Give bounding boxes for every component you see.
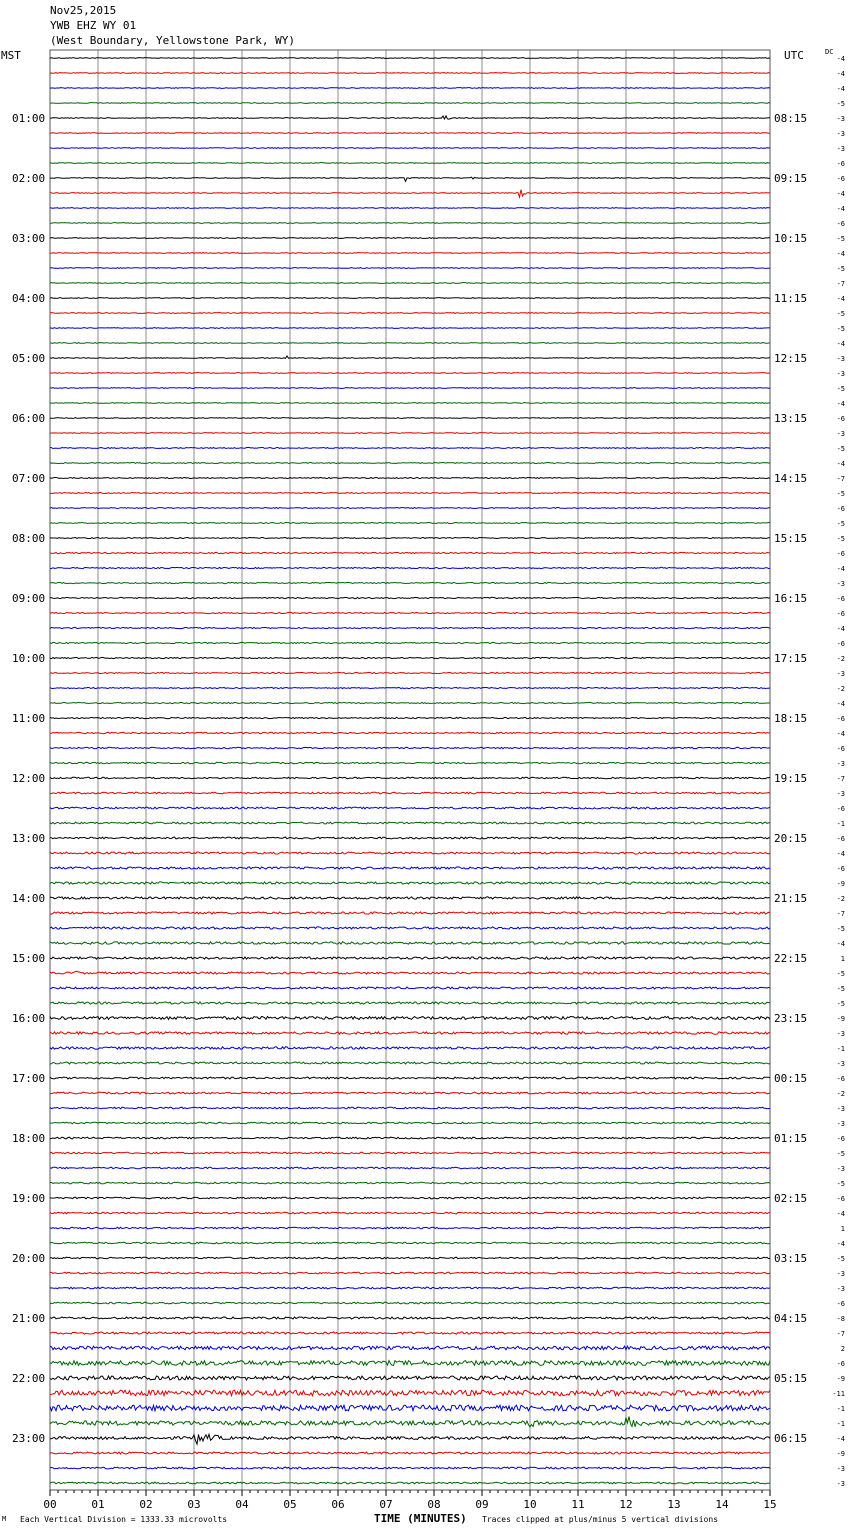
trace-line [50,313,770,314]
dc-offset-label: -3 [836,1465,845,1473]
hour-label-mst: 19:00 [12,1192,46,1205]
right-hour-labels [774,112,807,1445]
trace-line [50,1182,770,1184]
trace-line [50,373,770,374]
hour-label-utc: 08:15 [774,112,808,125]
dc-offset-label: -4 [836,460,845,468]
dc-offset-label: -5 [836,100,845,108]
trace-line [50,1167,770,1169]
trace-line [50,403,770,404]
hour-label-utc: 17:15 [774,652,808,665]
dc-offset-label: -6 [836,1135,845,1143]
x-tick-label: 09 [475,1498,489,1511]
trace-line [50,1122,770,1124]
x-tick-label: 13 [667,1498,681,1511]
x-axis [43,1490,776,1511]
dc-offset-label: -4 [836,340,845,348]
x-axis-title: TIME (MINUTES) [374,1512,467,1525]
trace-line [50,356,770,359]
hour-label-mst: 04:00 [12,292,46,305]
hour-label-utc: 14:15 [774,472,808,485]
dc-offset-label: -7 [836,910,845,918]
trace-line [50,343,770,344]
trace-line [50,822,770,824]
trace-line [50,1332,770,1334]
trace-line [50,177,770,181]
hour-label-mst: 01:00 [12,112,46,125]
x-tick-label: 01 [91,1498,105,1511]
dc-offset-label: -5 [836,490,845,498]
trace-line [50,1212,770,1214]
x-tick-label: 11 [571,1498,585,1511]
x-tick-label: 05 [283,1498,297,1511]
trace-line [50,508,770,509]
trace-line [50,538,770,539]
trace-line [50,448,770,449]
trace-line [50,1452,770,1454]
trace-line [50,1361,770,1366]
dc-offset-label: -4 [836,295,845,303]
hour-label-mst: 11:00 [12,712,46,725]
dc-offset-label: 2 [840,1345,845,1353]
dc-offset-label: -2 [836,655,845,663]
trace-line [50,867,770,869]
hour-label-mst: 22:00 [12,1372,46,1385]
x-tick-label: 03 [187,1498,201,1511]
hour-label-utc: 00:15 [774,1072,808,1085]
dc-header-label: DC [825,48,834,56]
dc-offset-label: -5 [836,535,845,543]
corner-mark: M [2,1515,7,1523]
clip-note: Traces clipped at plus/minus 5 vertical divisions [482,1515,719,1524]
trace-line [50,957,770,959]
dc-offset-label: -4 [836,70,845,78]
dc-offset-label: -3 [836,1285,845,1293]
x-tick-label: 00 [43,1498,57,1511]
scale-note: Each Vertical Division = 1333.33 microvolts [20,1515,228,1524]
dc-offset-label: -9 [836,1375,845,1383]
hour-label-utc: 23:15 [774,1012,808,1025]
trace-line [50,882,770,884]
dc-offset-label: -3 [836,1060,845,1068]
dc-offset-label: -3 [836,115,845,123]
hour-label-mst: 06:00 [12,412,46,425]
dc-offset-label: -1 [836,1405,845,1413]
trace-line [50,657,770,658]
dc-offset-label: -3 [836,130,845,138]
hour-label-utc: 22:15 [774,952,808,965]
dc-offset-label: -6 [836,595,845,603]
x-tick-label: 14 [715,1498,729,1511]
hour-label-utc: 15:15 [774,532,808,545]
trace-line [50,523,770,524]
trace-line [50,463,770,464]
trace-line [50,1077,770,1079]
trace-line [50,1137,770,1139]
dc-offset-label: -4 [836,1240,845,1248]
dc-offset-label: -5 [836,235,845,243]
trace-line [50,493,770,494]
dc-offset-label: -5 [836,970,845,978]
dc-offset-label: -7 [836,280,845,288]
trace-line [50,1002,770,1004]
hour-label-utc: 18:15 [774,712,808,725]
trace-line [50,388,770,389]
hour-label-utc: 20:15 [774,832,808,845]
dc-offset-label: -6 [836,505,845,513]
trace-line [50,478,770,479]
trace-line [50,1405,770,1411]
trace-line [50,328,770,329]
hour-label-utc: 05:15 [774,1372,808,1385]
hour-label-mst: 09:00 [12,592,46,605]
dc-offset-label: -6 [836,1075,845,1083]
trace-line [50,58,770,59]
trace-line [50,612,770,613]
dc-offset-label: -6 [836,640,845,648]
x-tick-label: 15 [763,1498,777,1511]
dc-offset-label: -6 [836,865,845,873]
trace-line [50,208,770,209]
trace-line [50,1434,770,1444]
dc-offset-label: -3 [836,430,845,438]
dc-offset-label: -5 [836,1000,845,1008]
dc-offset-label: -3 [836,1120,845,1128]
trace-line [50,1302,770,1304]
dc-offset-label: -6 [836,550,845,558]
dc-offset-label: -4 [836,730,845,738]
trace-line [50,190,770,198]
dc-offset-label: -3 [836,145,845,153]
dc-offset-label: -3 [836,760,845,768]
hour-label-utc: 04:15 [774,1312,808,1325]
dc-offset-label: -3 [836,370,845,378]
hour-label-utc: 01:15 [774,1132,808,1145]
dc-offset-label: -3 [836,1030,845,1038]
dc-offset-label: -7 [836,775,845,783]
trace-line [50,927,770,929]
hour-label-mst: 20:00 [12,1252,46,1265]
seismic-traces [50,58,770,1484]
dc-offset-label: -8 [836,1315,845,1323]
trace-line [50,88,770,89]
dc-offset-label: -4 [836,400,845,408]
dc-offset-label: -3 [836,670,845,678]
dc-offset-label: -7 [836,1330,845,1338]
hour-label-utc: 19:15 [774,772,808,785]
hour-label-mst: 13:00 [12,832,46,845]
dc-offset-label: -1 [836,820,845,828]
trace-line [50,702,770,703]
trace-line [50,627,770,628]
trace-line [50,1062,770,1064]
dc-offset-label: -5 [836,385,845,393]
trace-line [50,897,770,899]
trace-line [50,1152,770,1154]
hour-label-mst: 15:00 [12,952,46,965]
dc-offset-label: -5 [836,1255,845,1263]
trace-line [50,1467,770,1469]
dc-offset-label: -4 [836,700,845,708]
dc-offset-label: -5 [836,985,845,993]
chart-date: Nov25,2015 [50,4,117,17]
dc-offset-label: -5 [836,520,845,528]
dc-offset-label: -3 [836,355,845,363]
trace-line [50,133,770,134]
trace-line [50,852,770,854]
dc-offset-label: -6 [836,1360,845,1368]
hour-label-utc: 03:15 [774,1252,808,1265]
dc-offset-label: -1 [836,1420,845,1428]
x-tick-label: 12 [619,1498,633,1511]
trace-line [50,837,770,839]
hour-label-mst: 17:00 [12,1072,46,1085]
dc-offset-label: -7 [836,475,845,483]
trace-line [50,1242,770,1244]
dc-offset-label: -4 [836,565,845,573]
right-timezone-label: UTC [784,49,804,62]
trace-line [50,717,770,718]
hour-label-mst: 21:00 [12,1312,46,1325]
trace-line [50,1017,770,1020]
dc-offset-label: -3 [836,580,845,588]
trace-line [50,73,770,74]
dc-offset-label: -6 [836,610,845,618]
hour-label-mst: 12:00 [12,772,46,785]
dc-offset-label: -3 [836,1165,845,1173]
dc-offset-label: -5 [836,1180,845,1188]
trace-line [50,807,770,809]
dc-offset-label: -5 [836,445,845,453]
dc-offset-label: -4 [836,1210,845,1218]
dc-offset-label: -6 [836,715,845,723]
dc-offset-label: 1 [840,1225,845,1233]
trace-line [50,148,770,149]
dc-offset-label: -6 [836,175,845,183]
dc-offset-label: -2 [836,895,845,903]
dc-offset-label: -3 [836,1480,845,1488]
hour-label-mst: 07:00 [12,472,46,485]
dc-offset-labels [832,55,845,1488]
trace-line [50,597,770,598]
trace-line [50,1376,770,1380]
dc-offset-label: -4 [836,205,845,213]
trace-line [50,1390,770,1396]
trace-line [50,116,770,119]
dc-offset-label: -4 [836,1435,845,1443]
trace-line [50,433,770,434]
trace-line [50,762,770,763]
trace-line [50,1346,770,1350]
trace-line [50,971,770,974]
dc-offset-label: -9 [836,1450,845,1458]
dc-offset-label: -11 [832,1390,845,1398]
dc-offset-label: -6 [836,160,845,168]
station-code: YWB EHZ WY 01 [50,19,137,32]
dc-offset-label: -5 [836,925,845,933]
dc-offset-label: -4 [836,625,845,633]
trace-line [50,1047,770,1049]
trace-line [50,1317,770,1319]
dc-offset-label: -4 [836,250,845,258]
hour-label-utc: 10:15 [774,232,808,245]
trace-line [50,987,770,989]
trace-line [50,103,770,104]
hour-label-mst: 16:00 [12,1012,46,1025]
trace-line [50,1197,770,1199]
x-tick-label: 04 [235,1498,249,1511]
trace-line [50,238,770,239]
dc-offset-label: -9 [836,1015,845,1023]
trace-line [50,747,770,748]
hour-label-utc: 12:15 [774,352,808,365]
hour-label-utc: 13:15 [774,412,808,425]
trace-line [50,298,770,299]
trace-line [50,552,770,553]
dc-offset-label: -1 [836,1045,845,1053]
trace-line [50,1257,770,1259]
dc-offset-label: -6 [836,415,845,423]
trace-line [50,253,770,254]
trace-line [50,163,770,164]
trace-line [50,792,770,794]
trace-line [50,268,770,269]
dc-offset-label: -5 [836,1150,845,1158]
trace-line [50,672,770,673]
hour-label-mst: 14:00 [12,892,46,905]
dc-offset-label: -9 [836,880,845,888]
trace-line [50,283,770,284]
trace-line [50,777,770,778]
hour-label-mst: 03:00 [12,232,46,245]
trace-line [50,1482,770,1484]
hour-label-mst: 05:00 [12,352,46,365]
dc-offset-label: 1 [840,955,845,963]
x-tick-label: 06 [331,1498,345,1511]
dc-offset-label: -4 [836,190,845,198]
x-tick-label: 10 [523,1498,537,1511]
trace-line [50,418,770,419]
dc-offset-label: -3 [836,790,845,798]
dc-offset-label: -4 [836,85,845,93]
x-tick-label: 07 [379,1498,393,1511]
dc-offset-label: -6 [836,1300,845,1308]
hour-label-utc: 06:15 [774,1432,808,1445]
dc-offset-label: -5 [836,310,845,318]
trace-line [50,223,770,224]
trace-line [50,1417,770,1427]
trace-line [50,912,770,914]
x-tick-label: 08 [427,1498,441,1511]
hour-label-mst: 08:00 [12,532,46,545]
trace-line [50,687,770,688]
hour-label-utc: 21:15 [774,892,808,905]
trace-line [50,567,770,568]
dc-offset-label: -4 [836,850,845,858]
dc-offset-label: -6 [836,220,845,228]
trace-line [50,942,770,944]
hour-label-mst: 02:00 [12,172,46,185]
hour-label-utc: 11:15 [774,292,808,305]
station-location: (West Boundary, Yellowstone Park, WY) [50,34,296,47]
dc-offset-label: -6 [836,745,845,753]
trace-line [50,582,770,583]
dc-offset-label: -3 [836,1270,845,1278]
trace-line [50,1227,770,1229]
trace-line [50,1272,770,1274]
hour-label-mst: 10:00 [12,652,46,665]
left-hour-labels [12,112,45,1445]
trace-line [50,1092,770,1094]
dc-offset-label: -4 [836,55,845,63]
trace-line [50,1287,770,1289]
dc-offset-label: -2 [836,685,845,693]
hour-label-utc: 16:15 [774,592,808,605]
hour-label-mst: 23:00 [12,1432,46,1445]
hour-label-utc: 02:15 [774,1192,808,1205]
dc-offset-label: -5 [836,265,845,273]
hour-label-mst: 18:00 [12,1132,46,1145]
left-timezone-label: MST [1,49,21,62]
dc-offset-label: -4 [836,940,845,948]
trace-line [50,1032,770,1034]
trace-line [50,732,770,733]
plot-frame [50,50,770,1490]
dc-offset-label: -3 [836,1105,845,1113]
trace-line [50,1107,770,1109]
dc-offset-label: -6 [836,1195,845,1203]
trace-line [50,642,770,643]
dc-offset-label: -6 [836,835,845,843]
dc-offset-label: -2 [836,1090,845,1098]
dc-offset-label: -6 [836,805,845,813]
x-tick-label: 02 [139,1498,153,1511]
dc-offset-label: -5 [836,325,845,333]
hour-label-utc: 09:15 [774,172,808,185]
minute-gridlines [50,50,770,1490]
